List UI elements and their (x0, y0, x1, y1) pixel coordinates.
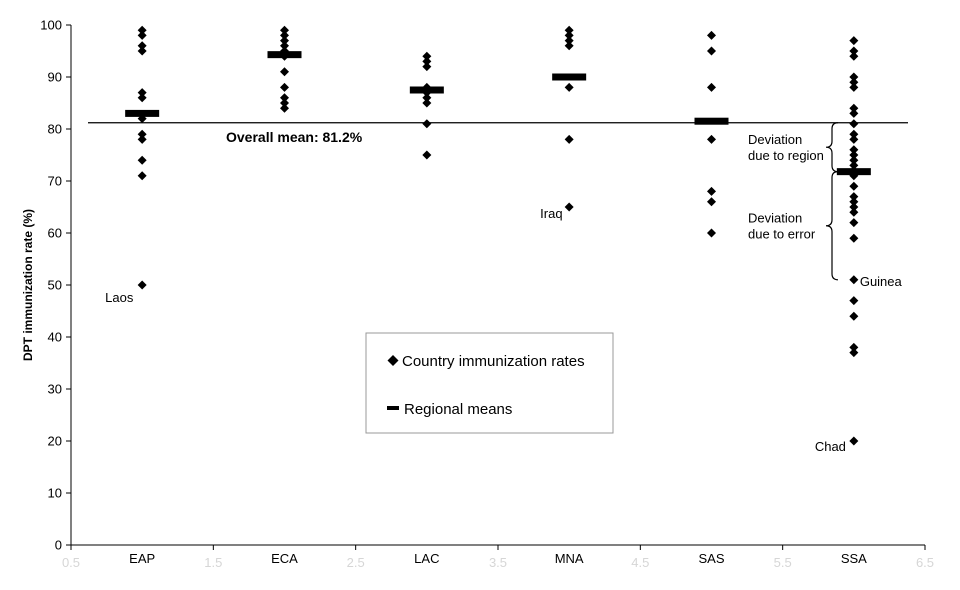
point-annotation: Chad (814, 439, 846, 454)
brace (826, 123, 838, 172)
brace (826, 172, 838, 280)
regional-mean-bar (268, 51, 302, 58)
country-point (849, 312, 858, 321)
legend (366, 333, 613, 433)
country-point (707, 47, 716, 56)
y-tick-label: 60 (47, 225, 62, 241)
country-point (280, 83, 289, 92)
country-point (422, 62, 431, 71)
legend-label-country-rates: Country immunization rates (402, 353, 585, 370)
axes-layer (21, 18, 934, 571)
regional-mean-bar (552, 74, 586, 81)
regional-mean-bar (410, 87, 444, 94)
country-point (849, 182, 858, 191)
country-point (849, 234, 858, 243)
country-point (280, 67, 289, 76)
country-point (849, 275, 858, 284)
point-annotation: Iraq (540, 206, 563, 221)
country-point (849, 83, 858, 92)
country-point (280, 104, 289, 113)
y-tick-label: 30 (47, 381, 62, 397)
country-point (849, 208, 858, 217)
country-point (849, 437, 858, 446)
y-tick-label: 90 (47, 69, 62, 85)
category-label: ECA (271, 551, 298, 566)
country-point (849, 296, 858, 305)
country-point (707, 197, 716, 206)
country-point (138, 135, 147, 144)
x-tick-label: 4.5 (631, 555, 650, 570)
regional-mean-bar (125, 110, 159, 117)
legend-box (366, 333, 613, 433)
country-point (849, 109, 858, 118)
y-axis-label: DPT immunization rate (%) (21, 208, 35, 362)
country-point (707, 83, 716, 92)
country-point (849, 218, 858, 227)
category-label: SSA (840, 551, 867, 566)
country-point (422, 99, 431, 108)
y-tick-label: 50 (47, 277, 62, 293)
legend-bar-marker (387, 406, 399, 410)
x-tick-label: 0.5 (61, 555, 81, 570)
country-point (422, 151, 431, 160)
country-point (565, 203, 574, 212)
x-tick-label: 3.5 (488, 555, 508, 570)
regional-mean-bar (837, 168, 871, 175)
y-tick-label: 0 (54, 537, 62, 553)
country-point (138, 31, 147, 40)
category-label: LAC (414, 551, 440, 566)
country-point (565, 41, 574, 50)
y-tick-label: 10 (47, 485, 62, 501)
country-point (707, 229, 716, 238)
overall-mean-label: Overall mean: 81.2% (226, 128, 363, 145)
country-point (138, 281, 147, 290)
country-point (849, 36, 858, 45)
point-annotation: Laos (105, 290, 134, 305)
brace-label: Deviation (748, 132, 803, 148)
country-point (565, 83, 574, 92)
brace-label: due to error (748, 226, 816, 242)
country-point (138, 47, 147, 56)
country-point (707, 187, 716, 196)
country-point (707, 135, 716, 144)
y-tick-label: 20 (47, 433, 62, 449)
country-point (849, 348, 858, 357)
country-point (849, 135, 858, 144)
country-point (422, 119, 431, 128)
y-tick-label: 80 (47, 121, 62, 137)
country-point (849, 119, 858, 128)
category-label: MNA (554, 551, 584, 566)
country-point (565, 135, 574, 144)
y-tick-label: 70 (47, 173, 62, 189)
regional-mean-bar (695, 118, 729, 125)
legend-label-regional-means: Regional means (404, 401, 513, 418)
country-point (849, 52, 858, 61)
country-point (707, 31, 716, 40)
category-label: EAP (129, 551, 156, 566)
country-point (138, 93, 147, 102)
y-tick-label: 100 (40, 17, 62, 33)
brace-label: Deviation (748, 210, 803, 226)
x-tick-label: 5.5 (773, 555, 792, 570)
point-annotation: Guinea (859, 273, 902, 289)
country-point (138, 156, 147, 165)
brace-label: due to region (748, 148, 824, 164)
x-tick-label: 2.5 (346, 555, 365, 570)
country-point (138, 171, 147, 180)
x-tick-label: 1.5 (204, 555, 223, 570)
category-label: SAS (698, 551, 725, 566)
x-tick-label: 6.5 (915, 555, 935, 570)
y-tick-label: 40 (47, 329, 62, 345)
